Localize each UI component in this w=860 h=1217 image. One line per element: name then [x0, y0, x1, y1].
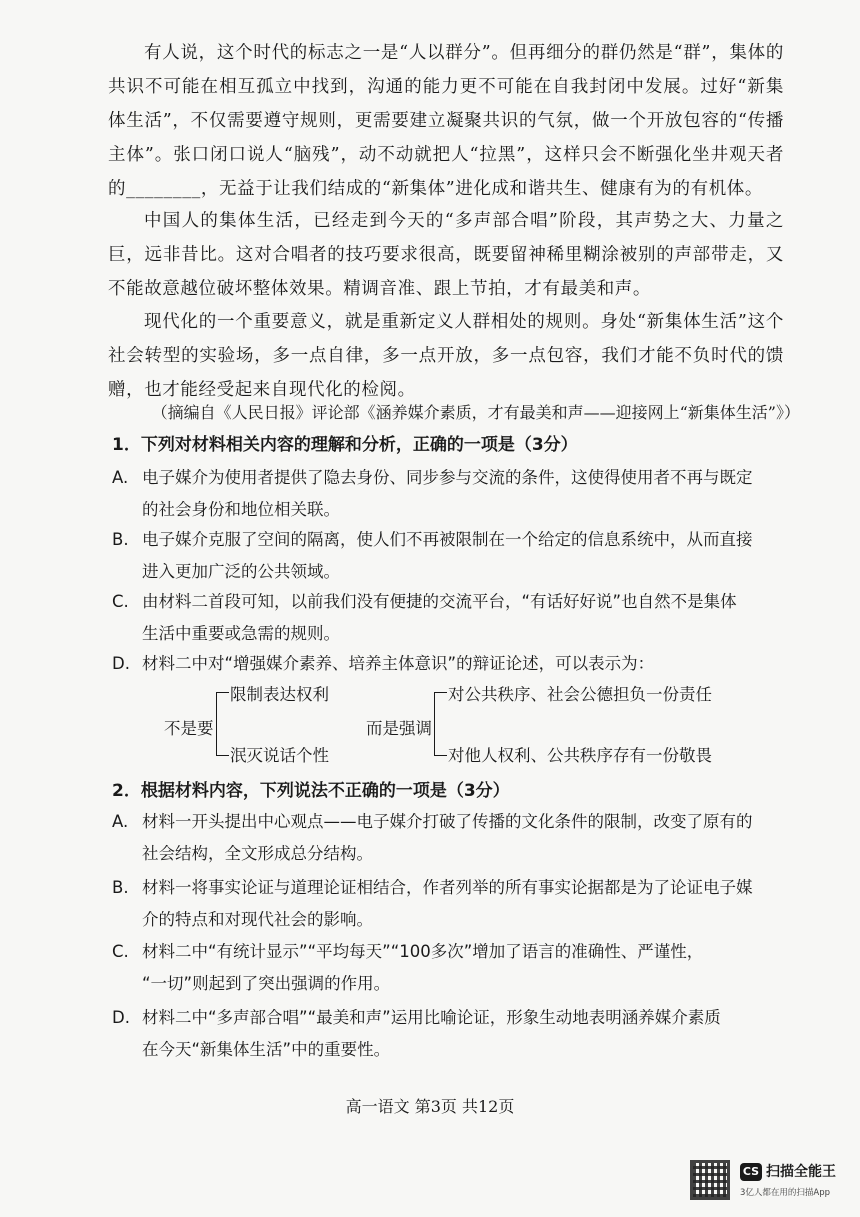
option-letter: A. — [112, 468, 129, 487]
diagram-left-bottom: 泯灭说话个性 — [230, 746, 329, 765]
question-2-option-b[interactable] — [112, 872, 792, 936]
camscanner-logo-icon: CS — [740, 1163, 762, 1181]
question-2-stem: 2．根据材料内容，下列说法不正确的一项是（3分） — [112, 781, 510, 801]
diagram-right-bottom: 对他人权利、公共秩序存有一份敬畏 — [448, 746, 712, 765]
page-footer: 高一语文 第3页 共12页 — [345, 1097, 515, 1116]
option-text-line-2: 介的特点和对现代社会的影响。 — [142, 910, 373, 929]
option-text-line-1: 材料一将事实论证与道理论证相结合，作者列举的所有事实论据都是为了论证电子媒 — [142, 878, 753, 897]
passage-paragraph-2: 中国人的集体生活，已经走到今天的“多声部合唱”阶段，其声势之大、力量之巨，远非昔比。这对合唱者的技巧要求很高，既要留神稀里糊涂被别的声部带走，又不能故意越位破坏整体效果。精调音准、跟上节拍，才有最美和声。 — [108, 211, 784, 299]
watermark-tagline: 3亿人都在用的扫描App — [740, 1188, 831, 1198]
question-2-option-a[interactable] — [112, 806, 792, 870]
option-letter: A. — [112, 812, 129, 831]
diagram-right-label: 而是强调 — [366, 719, 432, 738]
diagram-right-bracket — [434, 692, 447, 756]
watermark-app-name: 扫描全能王 — [766, 1164, 836, 1180]
option-letter: D. — [112, 1008, 130, 1027]
option-text-line-2: 社会结构，全文形成总分结构。 — [142, 844, 373, 863]
passage-paragraph-3: 现代化的一个重要意义，就是重新定义人群相处的规则。身处“新集体生活”这个社会转型的实验场，多一点自律，多一点开放，多一点包容，我们才能不负时代的馈赠，也才能经受起来自现代化的检阅。 — [108, 312, 784, 400]
option-text-line-2: 的社会身份和地位相关联。 — [142, 500, 340, 519]
source-citation: （摘编自《人民日报》评论部《涵养媒介素质，才有最美和声——迎接网上“新集体生活”》） — [151, 403, 800, 422]
passage-paragraph-1: 有人说，这个时代的标志之一是“人以群分”。但再细分的群仍然是“群”，集体的共识不可能在相互孤立中找到，沟通的能力更不可能在自我封闭中发展。过好“新集体生活”，不仅需要遵守规则，更需要建立凝聚共识的气氛，做一个开放包容的“传播主体”。张口闭口说人“脑残”，动不动就把人“拉黑”，这样只会不断强化坐井观天者的________，无益于让我们结成的“新集体”进化成和谐共生、健康有为的有机体。 — [108, 43, 784, 199]
diagram-left-label: 不是要 — [164, 719, 214, 738]
option-text-line-2: 在今天“新集体生活”中的重要性。 — [142, 1040, 391, 1059]
question-1-option-a[interactable] — [112, 462, 792, 526]
option-text-line-1: 由材料二首段可知，以前我们没有便捷的交流平台，“有话好好说”也自然不是集体 — [142, 592, 737, 611]
question-1-option-d[interactable] — [112, 648, 792, 680]
question-1-option-c[interactable] — [112, 586, 792, 650]
option-letter: C. — [112, 592, 129, 611]
option-text-line-1: 材料二中“多声部合唱”“最美和声”运用比喻论证，形象生动地表明涵养媒介素质 — [142, 1008, 721, 1027]
diagram-left-bracket — [216, 692, 229, 756]
question-2-option-d[interactable] — [112, 1002, 792, 1066]
option-text-line-1: 材料二中“有统计显示”“平均每天”“100多次”增加了语言的准确性、严谨性， — [142, 942, 704, 961]
question-1-stem: 1．下列对材料相关内容的理解和分析，正确的一项是（3分） — [112, 435, 578, 455]
diagram-left-top: 限制表达权利 — [230, 685, 329, 704]
question-1-option-b[interactable] — [112, 524, 792, 588]
option-text-line-1: 电子媒介克服了空间的隔离，使人们不再被限制在一个给定的信息系统中，从而直接 — [142, 530, 753, 549]
question-2-option-c[interactable] — [112, 936, 792, 1000]
qr-code-icon — [690, 1160, 730, 1200]
option-text-line-2: “一切”则起到了突出强调的作用。 — [142, 974, 391, 993]
option-text-line-1: 材料二中对“增强媒介素养、培养主体意识”的辩证论述，可以表示为： — [142, 654, 655, 673]
option-letter: D. — [112, 654, 130, 673]
option-text-line-2: 生活中重要或急需的规则。 — [142, 624, 340, 643]
option-letter: B. — [112, 530, 129, 549]
option-letter: B. — [112, 878, 129, 897]
option-text-line-2: 进入更加广泛的公共领域。 — [142, 562, 340, 581]
option-text-line-1: 电子媒介为使用者提供了隐去身份、同步参与交流的条件，这使得使用者不再与既定 — [142, 468, 753, 487]
diagram-right-top: 对公共秩序、社会公德担负一份责任 — [448, 685, 712, 704]
option-text-line-1: 材料一开头提出中心观点——电子媒介打破了传播的文化条件的限制，改变了原有的 — [142, 812, 753, 831]
option-letter: C. — [112, 942, 129, 961]
